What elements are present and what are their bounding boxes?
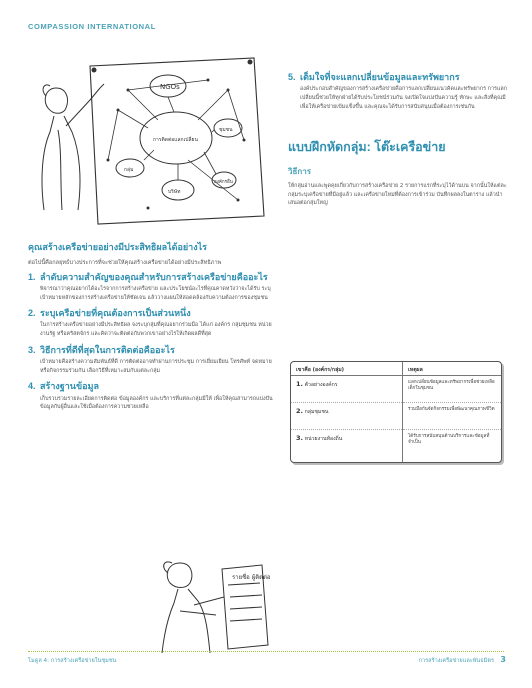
list-item-4: [28, 381, 273, 412]
label-company: บริษัท: [168, 189, 181, 195]
row-left-text: หน่วยงานท้องถิ่น: [304, 436, 343, 442]
item-title: ระบุเครือข่ายที่คุณต้องการเป็นส่วนหนึ่ง: [40, 308, 191, 319]
intro-text: ต่อไปนี้คือกลยุทธ์บางประการที่จะช่วยให้คุณสร้างเครือข่ายได้อย่างมีประสิทธิภาพ: [28, 260, 222, 266]
list-item-1: [28, 272, 273, 303]
label-center: การติดต่อแลกเปลี่ยน: [153, 137, 198, 143]
label-group: กลุ่ม: [124, 167, 134, 173]
row-left-text: กลุ่มชุมชน: [304, 409, 329, 415]
item-body: เป้าหมายคือสร้างความสัมพันธ์ที่ดี การติดต่ออาจทำผ่านการประชุม การเยี่ยมเยียน โทรศัพท์ จดหมาย หรือกิจกรรมร่วมกัน เลือกวิธีที่เหมาะสมกับแต่ละกลุ่ม: [40, 358, 272, 374]
footer-right: การสร้างเครือข่ายและพันธมิตร: [418, 658, 494, 664]
row-number: 3.: [296, 434, 303, 442]
row-number: 1.: [296, 380, 303, 388]
table-row: [291, 430, 402, 457]
item-number: 5.: [288, 72, 296, 82]
row-number: 2.: [296, 407, 303, 415]
sign-text: รายชื่อ ผู้ติดต่อ: [232, 574, 271, 581]
item-body: เก็บรวบรวมรายละเอียดการติดต่อ ข้อมูลองค์กร และบริการที่แต่ละกลุ่มมีให้ เพื่อให้คุณสามารถแบ่งปันข้อมูลกับผู้อื่นและใช้เมื่อต้องการความช่วยเหลือ: [40, 395, 273, 411]
item-title: วิธีการที่ดีที่สุดในการติดต่อคืออะไร: [40, 344, 175, 355]
section-title: แบบฝึกหัดกลุ่ม: โต๊ะเครือข่าย: [288, 140, 446, 155]
table-row: [291, 376, 402, 403]
table-header-left: เขาคือ (องค์กร/กลุ่ม): [291, 362, 402, 376]
item-title: สร้างฐานข้อมูล: [40, 381, 99, 392]
network-chart-illustration: [28, 40, 278, 230]
item-number: 3.: [28, 344, 36, 355]
label-community: ชุมชน: [219, 127, 233, 133]
table-column-right: [403, 362, 501, 462]
page-number: 3: [500, 655, 506, 664]
method-heading: วิธีการ: [288, 167, 312, 177]
left-column: [28, 240, 273, 418]
item-number: 4.: [28, 381, 36, 392]
table-cell: ได้รับการสนับสนุนด้านบริการและข้อมูลที่จำเป็น: [408, 434, 490, 446]
list-item-2: [28, 308, 273, 339]
list-item-3: [28, 345, 273, 376]
table-column-left: [291, 362, 403, 462]
footer-divider: [28, 651, 504, 652]
table-cell: แลกเปลี่ยนข้อมูลและทรัพยากรเพื่อช่วยเหลือเด็กในชุมชน: [403, 376, 501, 403]
person-reading-illustration: [150, 555, 280, 655]
method-body: ให้กลุ่มอ่านและพูดคุยเกี่ยวกับการสร้างเครือข่าย 2 รายการแรกที่ระบุไว้ด้านบน จากนั้นให้แต่ละกลุ่มระบุเครือข่ายที่มีอยู่แล้ว และเครือข่ายใหม่ที่ต้องการเข้าร่วม บันทึกผลลงในตาราง แล้วนำเสนอต่อกลุ่มใหญ่: [288, 183, 507, 207]
row-left-text: ตัวอย่างองค์กร: [304, 382, 338, 388]
item-body: ในการสร้างเครือข่ายอย่างมีประสิทธิผล จงระบุกลุ่มที่คุณอยากร่วมมือ ได้แก่ องค์กร กลุ่มชุมชน หน่วยงานรัฐ หรือคริสตจักร และคิดว่าจะติดต่อกับพวกเขาอย่างไรให้เกิดผลดีที่สุด: [40, 322, 272, 338]
label-ngos: NGOs: [160, 83, 180, 91]
table-header-right: เหตุผล: [403, 362, 501, 376]
label-other-org: องค์กรอื่น: [214, 180, 233, 185]
item-body: องค์ประกอบสำคัญของการสร้างเครือข่ายคือการแลกเปลี่ยนแนวคิดและทรัพยากร การแลกเปลี่ยนนี้ช่วยให้ทุกฝ่ายได้รับประโยชน์ร่วมกัน จงเปิดใจแบ่งปันความรู้ ทักษะ และสิ่งที่คุณมี เพื่อให้เครือข่ายเข้มแข็งขึ้น และคุณจะได้รับการสนับสนุนเมื่อต้องการเช่นกัน: [300, 86, 507, 110]
item-title: เต็มใจที่จะแลกเปลี่ยนข้อมูลและทรัพยากร: [300, 72, 460, 82]
footer-left: โมดูล 4: การสร้างเครือข่ายในชุมชน: [28, 658, 117, 664]
intro-heading: คุณสร้างเครือข่ายอย่างมีประสิทธิผลได้อย่างไร: [28, 242, 207, 252]
table-cell: ร่วมมือกันจัดกิจกรรมเพื่อพัฒนาคุณภาพชีวิต: [403, 403, 501, 430]
list-item-5: [288, 72, 508, 111]
item-title: ลำดับความสำคัญของคุณสำหรับการสร้างเครือข่ายคืออะไร: [40, 271, 268, 282]
table-row: [291, 403, 402, 430]
network-table: [290, 361, 502, 463]
item-number: 1.: [28, 271, 36, 282]
header-brand: COMPASSION INTERNATIONAL: [28, 22, 156, 31]
item-number: 2.: [28, 308, 36, 319]
right-column: [288, 72, 508, 208]
item-body: พิจารณาว่าคุณอยากได้อะไรจากการสร้างเครือข่าย และประโยชน์อะไรที่คุณคาดหวังว่าจะได้รับ ระบุเป้าหมายหลักของการสร้างเครือข่ายให้ชัดเจน แล้ววางแผนให้สอดคล้องกับความต้องการของชุมชน: [40, 285, 271, 301]
